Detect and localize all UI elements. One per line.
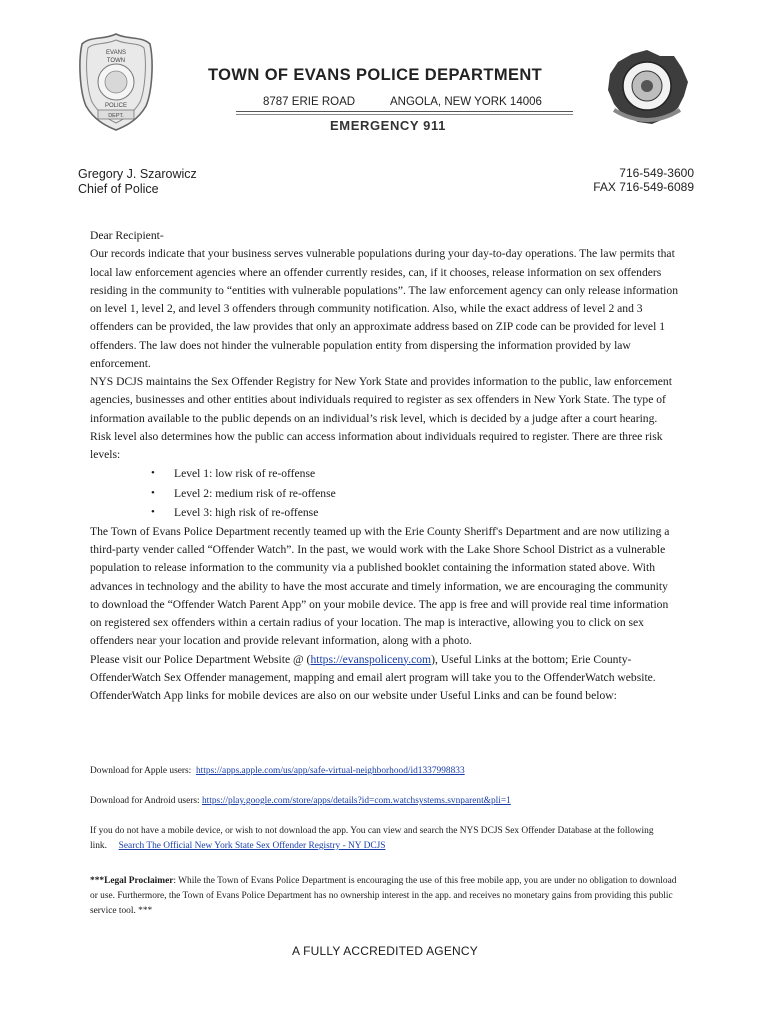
list-item: • Level 1: low risk of re-offense — [90, 464, 678, 484]
department-name: TOWN OF EVANS POLICE DEPARTMENT — [208, 66, 543, 84]
footer-accreditation: A FULLY ACCREDITED AGENCY — [292, 944, 478, 958]
city-address: ANGOLA, NEW YORK 14006 — [390, 96, 542, 108]
street-address: 8787 ERIE ROAD — [263, 96, 356, 108]
header-divider — [236, 111, 573, 112]
paragraph-1: Our records indicate that your business serves vulnerable populations during your day-to-day operations. The law permits that local law enforcement agencies where an offender currently resides, can, if it chooses, release information on sex offenders residing in the community to “entities with vulnerable populations”. The law enforcement agency can only release information on level 1, level 2, and level 3 offenders through community notification. Also, while the exact address of level 2 and 3 offenders can be provided, the law provides that only an approximate address based on ZIP code can be provided for level 1 offenders. The law does not hinder the vulnerable population entity from dispersing the information provided by law enforcement. — [90, 247, 678, 370]
badge-text-2: TOWN — [106, 58, 126, 64]
badge-text-1: EVANS — [106, 50, 126, 56]
badge-text-3: POLICE — [104, 103, 128, 109]
chief-name: Gregory J. Szarowicz — [78, 167, 197, 181]
police-badge-logo — [76, 32, 156, 132]
apple-download-line — [90, 764, 690, 779]
phone-number: 716-549-3600 — [619, 166, 694, 180]
paragraph-2: NYS DCJS maintains the Sex Offender Registry for New York State and provides information to the public, law enforcement agencies, businesses and other entities about individuals required to register as sex offenders in New York State. The type of information available to the public depends on an individual’s risk level, which is decided by a judge after a court hearing. Risk level also determines how the public can access information about individuals required to register. There are three risk levels: — [90, 375, 672, 461]
risk-level-list — [90, 464, 678, 523]
list-item: • Level 3: high risk of re-offense — [90, 503, 678, 523]
greeting: Dear Recipient- — [90, 229, 164, 242]
badge-text-4: DEPT. — [108, 113, 124, 119]
paragraph-4-end: ), Useful Links at the bottom; Erie County-OffenderWatch Sex Offender management, mapping and email alert program will take you to the OffenderWatch website. OffenderWatch App links for mobile devices are also on our website under Useful Links and can be found below: — [90, 652, 656, 702]
header-divider-thin — [236, 114, 573, 115]
registry-paragraph — [90, 824, 680, 854]
disclaimer-label: ***Legal Proclaimer — [90, 876, 174, 886]
fax-number: FAX 716-549-6089 — [593, 180, 694, 194]
emergency-number: EMERGENCY 911 — [330, 118, 446, 133]
paragraph-4 — [90, 651, 678, 706]
apple-app-link[interactable]: https://apps.apple.com/us/app/safe-virtual-neighborhood/id1337998833 — [195, 766, 465, 776]
disclaimer-text: : While the Town of Evans Police Department is encouraging the use of this free mobile app, you are under no obligation to download or use. Furthermore, the Town of Evans Police Department has no ownership interest in the app. and receives no monetary gains from providing this public service tool. *** — [90, 876, 677, 916]
police-website-link[interactable]: https://evanspoliceny.com — [310, 652, 432, 666]
android-app-link[interactable]: https://play.google.com/store/apps/details?id=com.watchsystems.svnparent&pli=1 — [201, 796, 511, 806]
accreditation-seal-logo — [602, 48, 692, 128]
disclaimer — [90, 874, 682, 919]
android-download-line — [90, 794, 690, 809]
registry-link[interactable]: Search The Official New York State Sex Offender Registry - NY DCJS — [118, 841, 386, 851]
list-item: • Level 2: medium risk of re-offense — [90, 484, 678, 504]
paragraph-3: The Town of Evans Police Department recently teamed up with the Erie County Sheriff's Department and are now utilizing a third-party vender called “Offender Watch”. In the past, we would work with the Lake Shore School District as a vulnerable population to release information to the community via a published booklet containing the information stated above. With advances in technology and the ability to have the most accurate and timely information, we are encouraging the community to download the “Offender Watch Parent App” on your mobile device. The app is free and will provide real time information on registered sex offenders within a certain radius of your location. The map is interactive, allowing you to click on sex offenders near your location and provide relevant information, along with a photo. — [90, 524, 670, 648]
registry-text: If you do not have a mobile device, or wish to not download the app. You can view and search the NYS DCJS Sex Offender Database at the following link. — [90, 826, 654, 851]
chief-title: Chief of Police — [78, 182, 159, 196]
paragraph-4-start: Please visit our Police Department Website @ ( — [90, 652, 311, 666]
letter-body — [90, 227, 678, 705]
android-download-label: Download for Android users: — [90, 796, 200, 806]
apple-download-label: Download for Apple users: — [90, 766, 192, 776]
